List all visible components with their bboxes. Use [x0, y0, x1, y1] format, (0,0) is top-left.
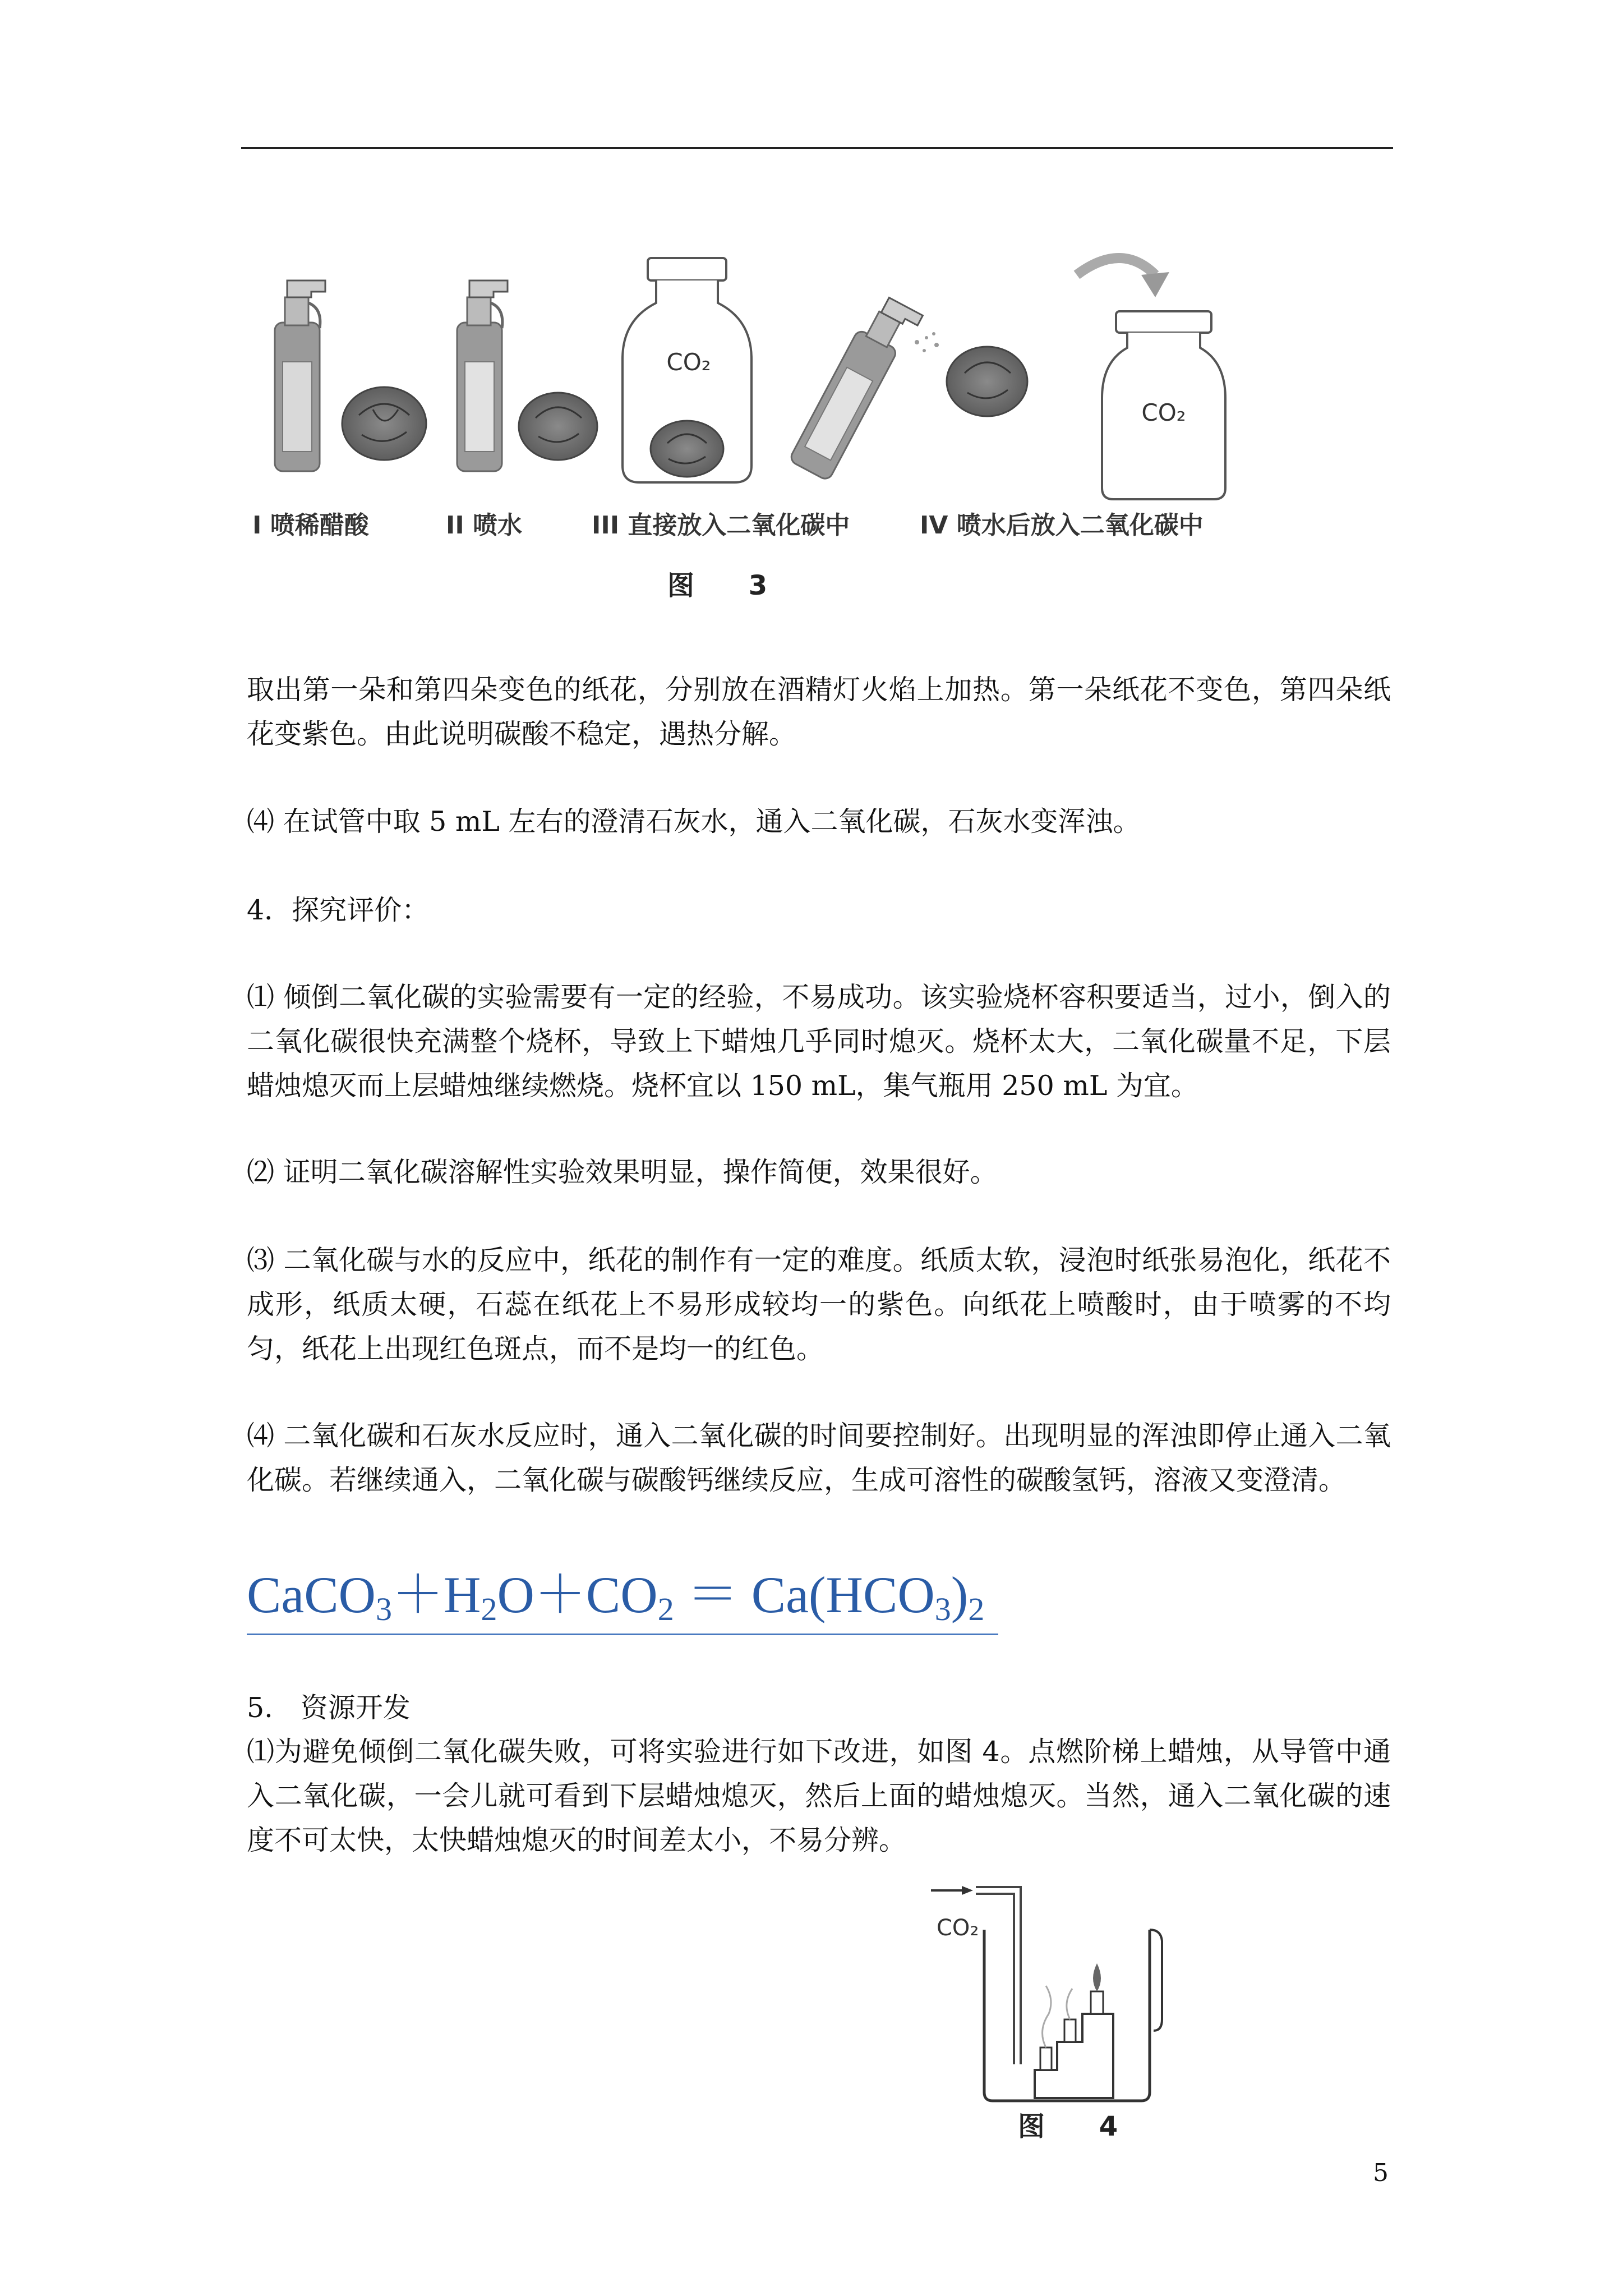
- paper-flower-4: [947, 347, 1027, 416]
- smoke: [1043, 1986, 1051, 2047]
- heading-resource-development: 5. 资源开发: [247, 1692, 411, 1724]
- paragraph-eval-4: ⑷ 二氧化碳和石灰水反应时，通入二氧化碳的时间要控制好。出现明显的浑浊即停止通入二氧化碳。若继续通入，二氧化碳与碳酸钙继续反应，生成可溶性的碳酸氢钙，溶液又变澄清。: [247, 1420, 1391, 1496]
- lower-candle: [1040, 2047, 1052, 2070]
- heading-evaluation: 4．探究评价：: [247, 894, 430, 926]
- upper-candle: [1091, 1991, 1103, 2014]
- gas-inlet-tube: [976, 1887, 1021, 2064]
- spray-bottle-2: [457, 280, 508, 471]
- paragraph-eval-3: ⑶ 二氧化碳与水的反应中，纸花的制作有一定的难度。纸质太软，浸泡时纸张易泡化，纸花不成形，纸质太硬，石蕊在纸花上不易形成较均一的紫色。向纸花上喷酸时，由于喷雾的不均匀，纸花上出现红色斑点，而不是均一的红色。: [247, 1244, 1391, 1365]
- jar-4-co2-text: CO₂: [1141, 399, 1186, 426]
- flame-icon: [1093, 1963, 1101, 1991]
- page-number: 5: [1373, 2159, 1389, 2187]
- figure-3-label-3: III 直接放入二氧化碳中: [592, 511, 850, 540]
- jar-3-co2-text: CO₂: [666, 348, 711, 376]
- figure-3-illustration: [236, 241, 1256, 611]
- arrow-head-icon: [1141, 272, 1169, 297]
- figure-4-illustration: [931, 1879, 1178, 2115]
- header-rule: [241, 147, 1393, 149]
- equation-underline: [247, 1634, 998, 1635]
- curved-arrow-icon: [1077, 258, 1155, 275]
- paper-flower-1: [342, 387, 426, 460]
- paper-flower-2: [519, 393, 597, 460]
- spray-mist: [915, 332, 939, 352]
- figure-3-label-2: II 喷水: [446, 511, 523, 540]
- spray-bottle-4: [789, 292, 923, 484]
- paragraph-eval-2: ⑵ 证明二氧化碳溶解性实验效果明显，操作简便，效果很好。: [247, 1156, 998, 1188]
- middle-candle: [1064, 2019, 1076, 2042]
- paragraph-limewater: ⑷ 在试管中取 5 mL 左右的澄清石灰水，通入二氧化碳，石灰水变浑浊。: [247, 806, 1141, 838]
- figure-4-caption: 图 4: [1018, 2111, 1141, 2142]
- figure-3-label-4: IV 喷水后放入二氧化碳中: [920, 511, 1204, 540]
- chemical-equation: $CaCO_3+H_2O+CO_2 = Ca(HCO_3)_2$: [247, 1566, 985, 1627]
- figure-4-co2-label: CO₂: [937, 1915, 979, 1941]
- spray-bottle-1: [275, 280, 325, 471]
- paragraph-heating-result: 取出第一朵和第四朵变色的纸花，分别放在酒精灯火焰上加热。第一朵纸花不变色，第四朵纸花变紫色。由此说明碳酸不稳定，遇热分解。: [247, 674, 1391, 750]
- paragraph-eval-1: ⑴ 倾倒二氧化碳的实验需要有一定的经验，不易成功。该实验烧杯容积要适当，过小，倒入的二氧化碳很快充满整个烧杯，导致上下蜡烛几乎同时熄灭。烧杯太大，二氧化碳量不足，下层蜡烛熄灭而上层蜡烛继续燃烧。烧杯宜以 150 mL，集气瓶用 250 mL 为宜。: [247, 981, 1391, 1102]
- figure-3-label-1: I 喷稀醋酸: [252, 511, 369, 540]
- paragraph-improvement: ⑴为避免倾倒二氧化碳失败，可将实验进行如下改进，如图 4。点燃阶梯上蜡烛，从导管中通入二氧化碳，一会儿就可看到下层蜡烛熄灭，然后上面的蜡烛熄灭。当然，通入二氧化碳的速度不可太快，太快蜡烛熄灭的时间差太小，不易分辨。: [247, 1736, 1391, 1856]
- figure-3-caption: 图 3: [667, 570, 790, 601]
